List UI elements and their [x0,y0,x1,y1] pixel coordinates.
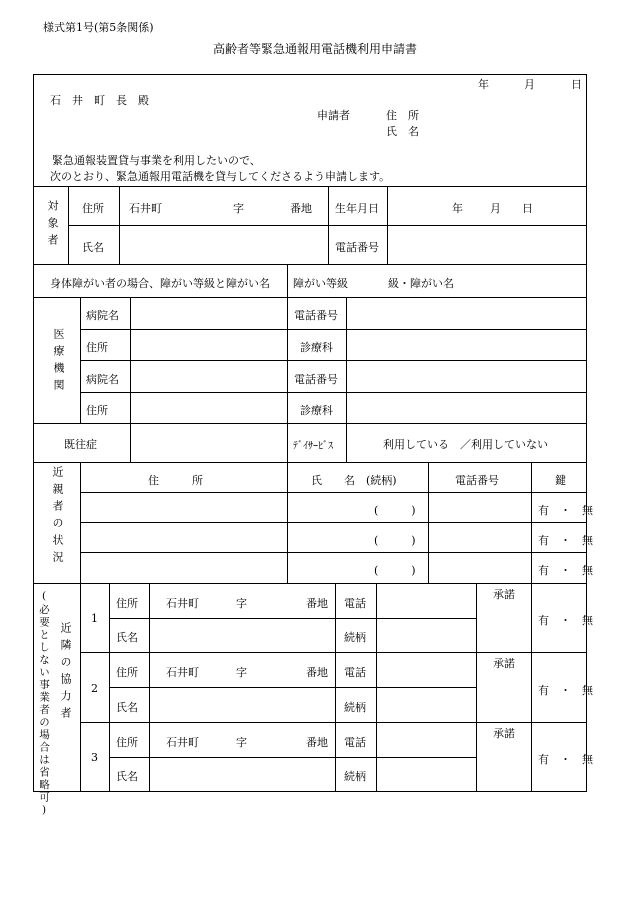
neighbor-key-options-1: 有 ・ 無 [538,614,593,627]
neighbor-consent-label-2: 承諾 [493,657,515,670]
birth-day-label: 日 [522,202,533,215]
birth-year-label: 年 [452,202,463,215]
neighbor-name-label-2: 氏名 [116,701,138,714]
hospital-phone-label-2: 電話番号 [294,373,338,386]
request-text-line1: 緊急通報装置貸与事業を利用したいので、 [52,154,261,167]
neighbor-address-label-3: 住所 [116,736,138,749]
relative-key-options-3: 有 ・ 無 [538,564,593,577]
relatives-key-header: 鍵 [555,474,566,487]
relatives-name-header: 氏 名 (続柄) [311,474,397,487]
neighbor-town-2: 石井町 [166,666,199,679]
neighbor-banchi-1: 番地 [306,597,328,610]
disability-grade-label: 障がい等級 [293,277,348,290]
neighbor-key-options-2: 有 ・ 無 [538,684,593,697]
neighbor-phone-label-2: 電話 [344,666,366,679]
neighbor-number-3: 3 [91,751,98,764]
day-service-options: 利用している ／利用していない [383,438,548,451]
hospital-phone-label-1: 電話番号 [294,309,338,322]
relative-key-options-2: 有 ・ 無 [538,534,593,547]
relative-relation-paren-3: ( ) [374,564,416,577]
neighbor-consent-label-1: 承諾 [493,588,515,601]
neighbor-address-label-2: 住所 [116,666,138,679]
form-title: 高齢者等緊急通報用電話機利用申請書 [212,42,417,56]
neighbor-name-label-1: 氏名 [116,631,138,644]
neighbor-phone-label-1: 電話 [344,597,366,610]
neighbor-number-1: 1 [91,612,98,625]
neighbor-phone-label-3: 電話 [344,736,366,749]
neighbor-relation-label-3: 続柄 [344,770,366,783]
neighbor-number-2: 2 [91,682,98,695]
neighbors-vertical-label: 近隣の協力者 [59,622,72,724]
subject-town-text: 石井町 [129,202,162,215]
hospital-dept-label-2: 診療科 [300,404,333,417]
relative-key-options-1: 有 ・ 無 [538,504,593,517]
neighbor-banchi-2: 番地 [306,666,328,679]
request-text-line2: 次のとおり、緊急通報用電話機を貸与してくださるよう申請します。 [50,170,391,183]
neighbor-aza-2: 字 [236,666,247,679]
medical-history-label: 既往症 [64,438,97,451]
applicant-label: 申請者 [317,109,350,122]
relatives-address-header: 住 所 [148,474,203,487]
date-day-label: 日 [571,78,582,91]
medical-vertical-label: 医療機関 [52,328,65,396]
addressee-text: 石 井 町 長 殿 [50,94,149,107]
disability-label: 身体障がい者の場合、障がい等級と障がい名 [50,277,270,290]
hospital-dept-label-1: 診療科 [300,341,333,354]
day-service-label: ﾃﾞｲｻｰﾋﾞｽ [293,441,333,452]
neighbor-name-label-3: 氏名 [116,770,138,783]
neighbor-address-label-1: 住所 [116,597,138,610]
birthdate-label: 生年月日 [335,202,379,215]
relative-relation-paren-2: ( ) [374,534,416,547]
subject-banchi-text: 番地 [290,202,312,215]
applicant-name-label: 氏 名 [386,125,419,138]
neighbor-town-3: 石井町 [166,736,199,749]
relatives-vertical-label: 近親者の状況 [51,466,64,568]
relatives-phone-header: 電話番号 [455,474,499,487]
applicant-address-label: 住 所 [386,109,419,122]
subject-phone-label: 電話番号 [335,241,379,254]
date-month-label: 月 [524,78,535,91]
neighbor-aza-3: 字 [236,736,247,749]
hospital-address-label-2: 住所 [86,404,108,417]
subject-name-label: 氏名 [82,241,104,254]
hospital-address-label-1: 住所 [86,341,108,354]
neighbor-relation-label-1: 続柄 [344,631,366,644]
neighbor-consent-label-3: 承諾 [493,727,515,740]
hospital-name-label-2: 病院名 [86,373,119,386]
neighbor-banchi-3: 番地 [306,736,328,749]
subject-aza-text: 字 [233,202,244,215]
disability-grade-suffix: 級・障がい名 [388,277,454,290]
form-number-label: 様式第1号(第5条関係) [43,21,154,34]
relative-relation-paren-1: ( ) [374,504,416,517]
subject-address-label: 住所 [82,202,104,215]
hospital-name-label-1: 病院名 [86,309,119,322]
subject-vertical-label: 対象者 [46,200,59,251]
neighbor-aza-1: 字 [236,597,247,610]
neighbor-town-1: 石井町 [166,597,199,610]
birth-month-label: 月 [490,202,501,215]
date-year-label: 年 [478,78,489,91]
neighbors-note-vertical: (必要としない事業者の場合は省略可) [38,590,50,818]
neighbor-key-options-3: 有 ・ 無 [538,753,593,766]
neighbor-relation-label-2: 続柄 [344,701,366,714]
